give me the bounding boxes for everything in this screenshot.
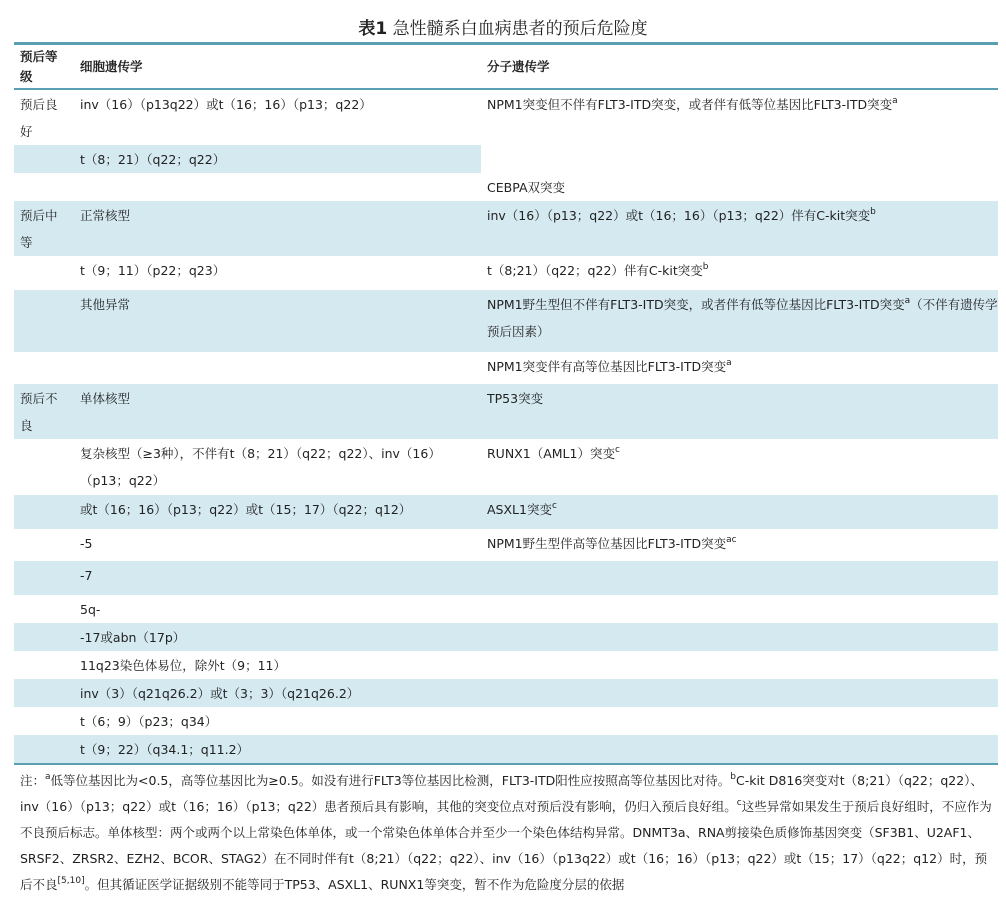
table-row	[14, 290, 998, 352]
cell-grade	[14, 352, 74, 384]
cell-molecular	[481, 561, 998, 595]
cell-grade	[14, 623, 74, 651]
footnote-marker: c	[614, 445, 620, 455]
table-row	[14, 735, 998, 764]
molecular-text: NPM1突变但不伴有FLT3-ITD突变，或者伴有低等位基因比FLT3-ITD突变	[487, 97, 893, 112]
molecular-text: t（8;21）（q22；q22）伴有C-kit突变	[487, 263, 703, 278]
table-number: 表1	[358, 19, 388, 39]
header-cytogenetics: 细胞遗传学	[80, 58, 143, 74]
cell-cytogenetics: 其他异常	[74, 290, 481, 352]
cell-molecular	[481, 735, 998, 764]
cell-molecular	[481, 529, 998, 561]
table-row	[14, 595, 998, 623]
table-footnote	[20, 768, 995, 898]
cell-cytogenetics: inv（3）（q21q26.2）或t（3；3）（q21q26.2）	[74, 679, 481, 707]
table-row	[14, 352, 998, 384]
cell-molecular	[481, 623, 998, 651]
cell-grade	[14, 595, 74, 623]
molecular-text: TP53突变	[487, 391, 544, 406]
footnote-marker: a	[726, 358, 732, 368]
cell-grade	[14, 707, 74, 735]
cell-cytogenetics: 或t（16；16）（p13；q22）或t（15；17）（q22；q12）	[74, 495, 481, 529]
footnote-text: 。但其循证医学证据级别不能等同于TP53、ASXL1、RUNX1等突变，暂不作为危险度分层的依据	[84, 877, 625, 892]
cell-molecular	[481, 495, 998, 529]
table-row	[14, 529, 998, 561]
cell-grade	[14, 256, 74, 290]
cell-molecular	[481, 707, 998, 735]
cell-grade	[14, 529, 74, 561]
cell-cytogenetics: t（9；11）（p22；q23）	[80, 263, 226, 278]
cell-grade: 预后中等	[14, 201, 74, 256]
table-row	[14, 439, 998, 495]
table-row	[14, 89, 998, 145]
header-grade: 预后等级	[20, 48, 58, 84]
molecular-text: ASXL1突变	[487, 502, 552, 517]
cell-molecular	[481, 173, 998, 201]
table-header-row	[14, 44, 998, 90]
cell-grade	[14, 561, 74, 595]
cell-grade	[14, 290, 74, 352]
cell-cytogenetics: 11q23染色体易位，除外t（9；11）	[80, 658, 287, 673]
footnote-marker: a	[892, 96, 898, 106]
cell-cytogenetics: t（6；9）（p23；q34）	[80, 714, 218, 729]
cell-molecular	[481, 439, 998, 495]
risk-table	[14, 42, 998, 765]
cell-cytogenetics: t（8；21）（q22；q22）	[74, 145, 481, 173]
table-row	[14, 145, 998, 173]
cell-cytogenetics: inv（16）（p13q22）或t（16；16）（p13；q22）	[80, 97, 372, 112]
cell-molecular	[481, 290, 998, 352]
footnote-marker: b	[702, 262, 709, 272]
footnote-text: 这些异常如果发生于预后良好组时，不应作为不良预后标志。单体核型：两个或两个以上常染色体单体，或一个常染色体单体合并至少一个染色体结构异常。DNMT3a、RNA剪接染色质修饰基因突变（SF3B1、U2AF1、SRSF2、ZRSR2、EZH2、BCOR、STAG2）在不同时伴有t（8;21）（q22；q22）、inv（16）（p13q22）或t（16；16）（p13；q22）或t（15；17）（q22；q12）时，预后不良	[20, 799, 992, 892]
cell-molecular	[481, 352, 998, 384]
table-row	[14, 201, 998, 256]
molecular-text: RUNX1（AML1）突变	[487, 446, 615, 461]
cell-grade	[14, 679, 74, 707]
footnote-marker: ac	[726, 535, 737, 545]
molecular-text-cont: （不伴有遗传学预后因素）	[487, 297, 998, 339]
cell-molecular	[481, 256, 998, 290]
table-row	[14, 679, 998, 707]
molecular-text: inv（16）（p13；q22）或t（16；16）（p13；q22）伴有C-kit突变	[487, 208, 871, 223]
cell-grade: 预后不良	[14, 384, 74, 439]
footnote-marker: b	[730, 772, 736, 782]
table-row	[14, 623, 998, 651]
table-row	[14, 256, 998, 290]
cell-grade	[14, 145, 74, 173]
cell-grade	[14, 439, 74, 495]
cell-cytogenetics: 5q-	[80, 602, 101, 617]
cell-molecular	[481, 595, 998, 623]
footnote-text: 低等位基因比为<0.5，高等位基因比为≥0.5。如没有进行FLT3等位基因比检测，FLT3-ITD阳性应按照高等位基因比对待。	[50, 773, 731, 788]
cell-molecular	[481, 201, 998, 256]
cell-cytogenetics	[74, 352, 481, 384]
table-row	[14, 561, 998, 595]
cell-cytogenetics: -5	[80, 536, 93, 551]
cell-molecular	[481, 679, 998, 707]
footnote-text: C-kit D816突变对t（8;21）（q22；q22）、inv（16）（p13；q22）或t（16；16）（p13；q22）患者预后具有影响，其他的突变位点对预后没有影响，仍归入预后良好组。	[20, 773, 983, 814]
cell-molecular	[481, 89, 998, 145]
table-row	[14, 707, 998, 735]
cell-molecular	[481, 651, 998, 679]
cell-molecular	[481, 145, 998, 173]
table-row	[14, 173, 998, 201]
cell-grade	[14, 173, 74, 201]
footnote-marker: c	[736, 798, 742, 808]
footnote-marker: b	[870, 207, 876, 217]
footnote-marker: [5,10]	[57, 876, 85, 886]
cell-cytogenetics: 正常核型	[74, 201, 481, 256]
cell-grade	[14, 495, 74, 529]
footnote-marker: a	[45, 772, 51, 782]
cell-grade	[14, 735, 74, 764]
cell-grade: 预后良好	[20, 97, 58, 139]
molecular-text: NPM1野生型伴高等位基因比FLT3-ITD突变	[487, 536, 727, 551]
cell-cytogenetics: 单体核型	[74, 384, 481, 439]
cell-molecular	[481, 384, 998, 439]
footnote-text: 注：	[20, 773, 46, 788]
table-title-text: 急性髓系白血病患者的预后危险度	[392, 19, 648, 39]
table-row	[14, 651, 998, 679]
table-title	[0, 14, 1006, 39]
cell-cytogenetics: -17或abn（17p）	[74, 623, 481, 651]
footnote-marker: c	[551, 501, 557, 511]
cell-cytogenetics: -7	[74, 561, 481, 595]
cell-grade	[14, 651, 74, 679]
table-row	[14, 495, 998, 529]
molecular-text: CEBPA双突变	[487, 180, 565, 195]
cell-cytogenetics: 复杂核型（≥3种），不伴有t（8；21）（q22；q22）、inv（16）（p13；q22）	[80, 446, 441, 488]
footnote-marker: a	[904, 296, 911, 306]
cell-cytogenetics	[74, 173, 481, 201]
molecular-text: NPM1突变伴有高等位基因比FLT3-ITD突变	[487, 359, 727, 374]
cell-cytogenetics: t（9；22）（q34.1；q11.2）	[74, 735, 481, 764]
molecular-text: NPM1野生型但不伴有FLT3-ITD突变，或者伴有低等位基因比FLT3-ITD突变	[487, 297, 905, 312]
header-molecular: 分子遗传学	[487, 58, 550, 74]
table-row	[14, 384, 998, 439]
